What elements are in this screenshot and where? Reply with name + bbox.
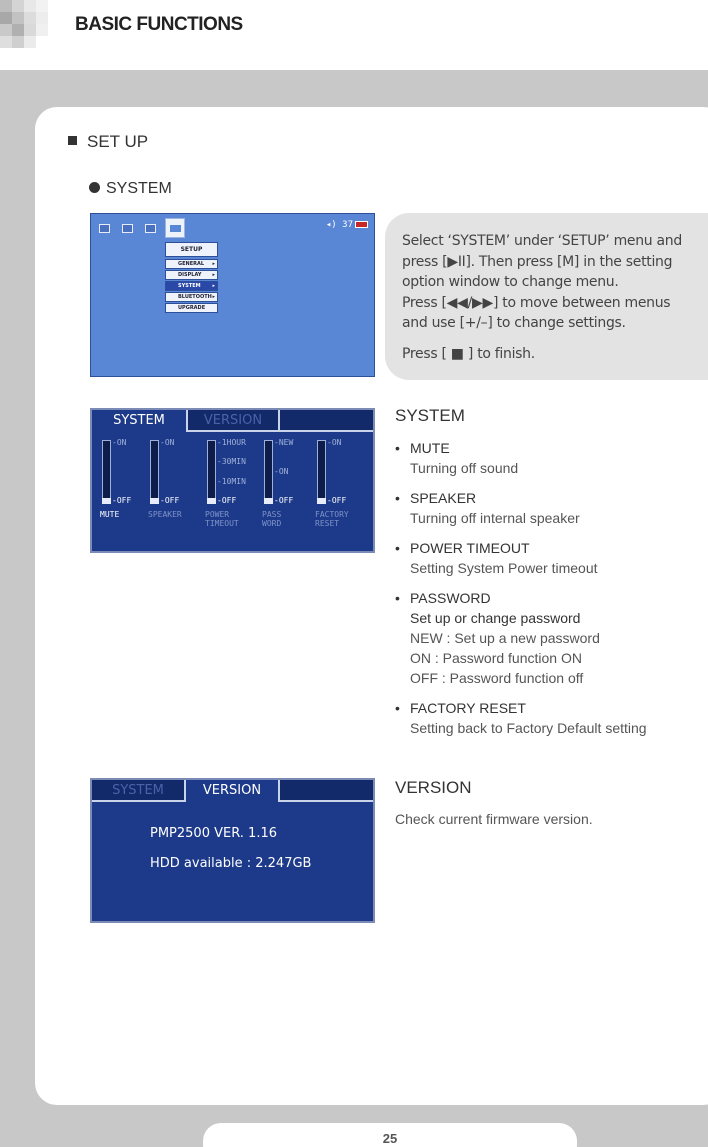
tab-version: VERSION: [188, 410, 280, 432]
instruction-line: option window to change menu.: [402, 274, 619, 290]
slider-option: -10MIN: [217, 477, 246, 486]
desc-item-speaker: [395, 488, 580, 528]
tab-bar: [92, 410, 373, 432]
photo-icon: [145, 224, 156, 233]
slider-option: -OFF: [112, 496, 132, 505]
menu-item-upgrade: UPGRADE: [165, 303, 218, 313]
slider-track: [207, 440, 216, 504]
system-options-screenshot: [90, 408, 375, 553]
tv-icon: [99, 224, 110, 233]
square-bullet-icon: [68, 136, 77, 145]
menu-item-general: GENERAL ▸: [165, 259, 218, 269]
desc-line: Setting back to Factory Default setting: [410, 720, 647, 736]
slider-label-line: TIMEOUT: [205, 519, 239, 528]
instruction-line: Select ‘SYSTEM’ under ‘SETUP’ menu and: [402, 233, 682, 249]
instruction-line: Press [◀◀/▶▶] to move between menus: [402, 294, 671, 311]
slider-option: -OFF: [160, 496, 180, 505]
slider-label: [205, 510, 239, 528]
slider-knob: [317, 498, 326, 504]
hdd-available-text: HDD available : 2.247GB: [150, 856, 312, 871]
bullet-icon: •: [395, 540, 400, 556]
desc-item-mute: [395, 438, 518, 478]
section-title: [68, 132, 148, 152]
subsection-title-text: SYSTEM: [106, 180, 172, 197]
desc-line: NEW : Set up a new password: [410, 630, 600, 646]
slider-knob: [102, 498, 111, 504]
tab-system: SYSTEM: [92, 780, 186, 802]
firmware-version-text: PMP2500 VER. 1.16: [150, 826, 277, 841]
arrow-right-icon: ▸: [212, 283, 215, 289]
slider-option: -ON: [327, 438, 342, 447]
page-header: [0, 0, 708, 70]
slider-label: [315, 510, 349, 528]
status-bar: [326, 220, 368, 230]
menu-item-display: DISPLAY ▸: [165, 270, 218, 280]
tab-system: SYSTEM: [92, 410, 188, 432]
slider-option: -OFF: [274, 496, 294, 505]
desc-line: ON : Password function ON: [410, 650, 582, 666]
instruction-finish: Press [ ■ ] to finish.: [402, 345, 535, 362]
slider-option: -1HOUR: [217, 438, 246, 447]
slider-track: [102, 440, 111, 504]
setup-menu-screenshot: [90, 213, 375, 377]
slider-label: [262, 510, 281, 528]
section-title-text: SET UP: [87, 132, 149, 151]
slider-label-line: FACTORY: [315, 510, 349, 519]
bullet-icon: •: [395, 490, 400, 506]
slider-label-line: WORD: [262, 519, 282, 528]
instruction-line: and use [+/–] to change settings.: [402, 315, 626, 331]
desc-term: MUTE: [410, 440, 450, 456]
slider-track: [150, 440, 159, 504]
slider-option: -NEW: [274, 438, 294, 447]
desc-line: Turning off internal speaker: [410, 510, 580, 526]
slider-label-line: MUTE: [100, 510, 120, 519]
tab-version: VERSION: [186, 780, 280, 802]
system-heading: SYSTEM: [395, 406, 465, 425]
battery-icon: [355, 221, 368, 228]
desc-term: SPEAKER: [410, 490, 477, 506]
desc-item-factory-reset: [395, 698, 647, 738]
page-number: 25: [382, 1131, 398, 1146]
arrow-right-icon: ▸: [212, 272, 215, 278]
slider-label-line: RESET: [315, 519, 340, 528]
footer-pill: [203, 1123, 577, 1147]
slider-knob: [264, 498, 273, 504]
version-desc-text: Check current firmware version.: [395, 811, 593, 827]
slider-knob: [207, 498, 216, 504]
version-screenshot: [90, 778, 375, 923]
volume-level: 37: [342, 220, 353, 230]
slider-track: [264, 440, 273, 504]
desc-line: Setting System Power timeout: [410, 560, 598, 576]
menu-item-bluetooth: BLUETOOTH ▸: [165, 292, 218, 302]
desc-line: Turning off sound: [410, 460, 519, 476]
slider-option: -OFF: [217, 496, 237, 505]
desc-term: FACTORY RESET: [410, 700, 526, 716]
instruction-bubble: [385, 213, 708, 380]
video-icon: [122, 224, 133, 233]
desc-line: OFF : Password function off: [410, 670, 584, 686]
tab-bar: [92, 780, 373, 802]
desc-term: POWER TIMEOUT: [410, 540, 530, 556]
slider-label-line: SPEAKER: [148, 510, 182, 519]
slider-track: [317, 440, 326, 504]
bullet-icon: •: [395, 590, 400, 606]
slider-label-line: POWER: [205, 510, 230, 519]
menu-item-system: SYSTEM ▸: [165, 281, 218, 291]
slider-option: -ON: [160, 438, 175, 447]
slider-option: -OFF: [327, 496, 347, 505]
menu-title: SETUP: [165, 242, 218, 257]
desc-term: PASSWORD: [410, 590, 491, 606]
instruction-line: press [▶II]. Then press [M] in the setting: [402, 253, 673, 270]
slider-label: [148, 510, 182, 519]
page-title: BASIC FUNCTIONS: [75, 14, 243, 35]
dot-bullet-icon: [89, 182, 100, 193]
slider-option: -ON: [112, 438, 127, 447]
slider-option: -ON: [274, 467, 289, 476]
version-heading: VERSION: [395, 778, 472, 797]
header-mosaic-decoration: [0, 0, 60, 56]
slider-knob: [150, 498, 159, 504]
desc-item-password: [395, 588, 600, 688]
arrow-right-icon: ▸: [212, 261, 215, 267]
slider-label: [100, 510, 119, 519]
bullet-icon: •: [395, 440, 400, 456]
slider-option: -30MIN: [217, 457, 246, 466]
desc-item-power-timeout: [395, 538, 598, 578]
desc-subterm: Set up or change password: [410, 610, 581, 626]
bullet-icon: •: [395, 700, 400, 716]
subsection-title: [89, 180, 172, 198]
slider-label-line: PASS: [262, 510, 282, 519]
arrow-right-icon: ▸: [212, 294, 215, 300]
volume-icon: ◂): [325, 220, 337, 230]
setup-icon: [165, 218, 185, 238]
